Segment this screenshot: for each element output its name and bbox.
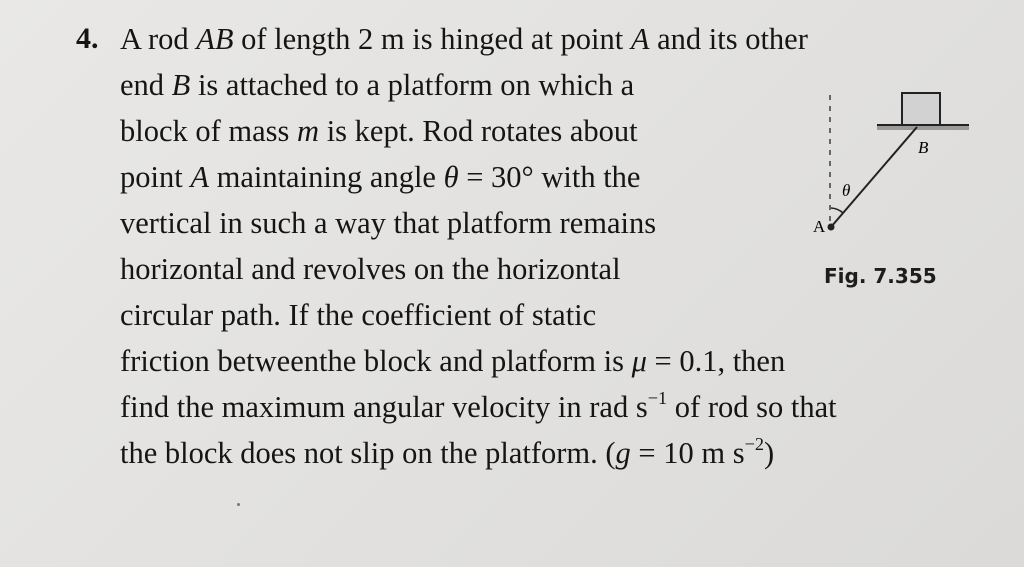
block xyxy=(902,93,940,125)
paper-speck xyxy=(237,503,240,506)
figure-caption: Fig. 7.355 xyxy=(824,264,937,288)
rod-ab xyxy=(831,127,917,227)
question-line-1: A rod AB of length 2 m is hinged at point A and its other xyxy=(120,22,808,56)
question-line-5: vertical in such a way that platform remains xyxy=(120,206,657,240)
question-number: 4. xyxy=(76,22,99,55)
question-line-7: circular path. If the coefficient of static xyxy=(120,298,597,332)
label-b: B xyxy=(918,138,929,157)
angle-arc xyxy=(831,208,843,213)
question-line-8: friction betweenthe block and platform is μ = 0.1, then xyxy=(120,344,786,378)
question-line-2: end B is attached to a platform on which a xyxy=(120,68,635,102)
question-line-3: block of mass m is kept. Rod rotates about xyxy=(120,114,638,148)
label-theta: θ xyxy=(842,181,851,200)
label-a: A xyxy=(813,217,826,236)
hinge-a xyxy=(828,224,835,231)
question-line-6: horizontal and revolves on the horizontal xyxy=(120,252,621,286)
question-line-4: point A maintaining angle θ = 30° with the xyxy=(120,160,641,194)
question-line-9: find the maximum angular velocity in rad $s^{-1}$ of rod so that xyxy=(120,388,837,424)
question-line-10: the block does not slip on the platform. (g = 10 m $s^{-2}$) xyxy=(120,434,775,470)
rod-platform-figure xyxy=(795,85,975,245)
